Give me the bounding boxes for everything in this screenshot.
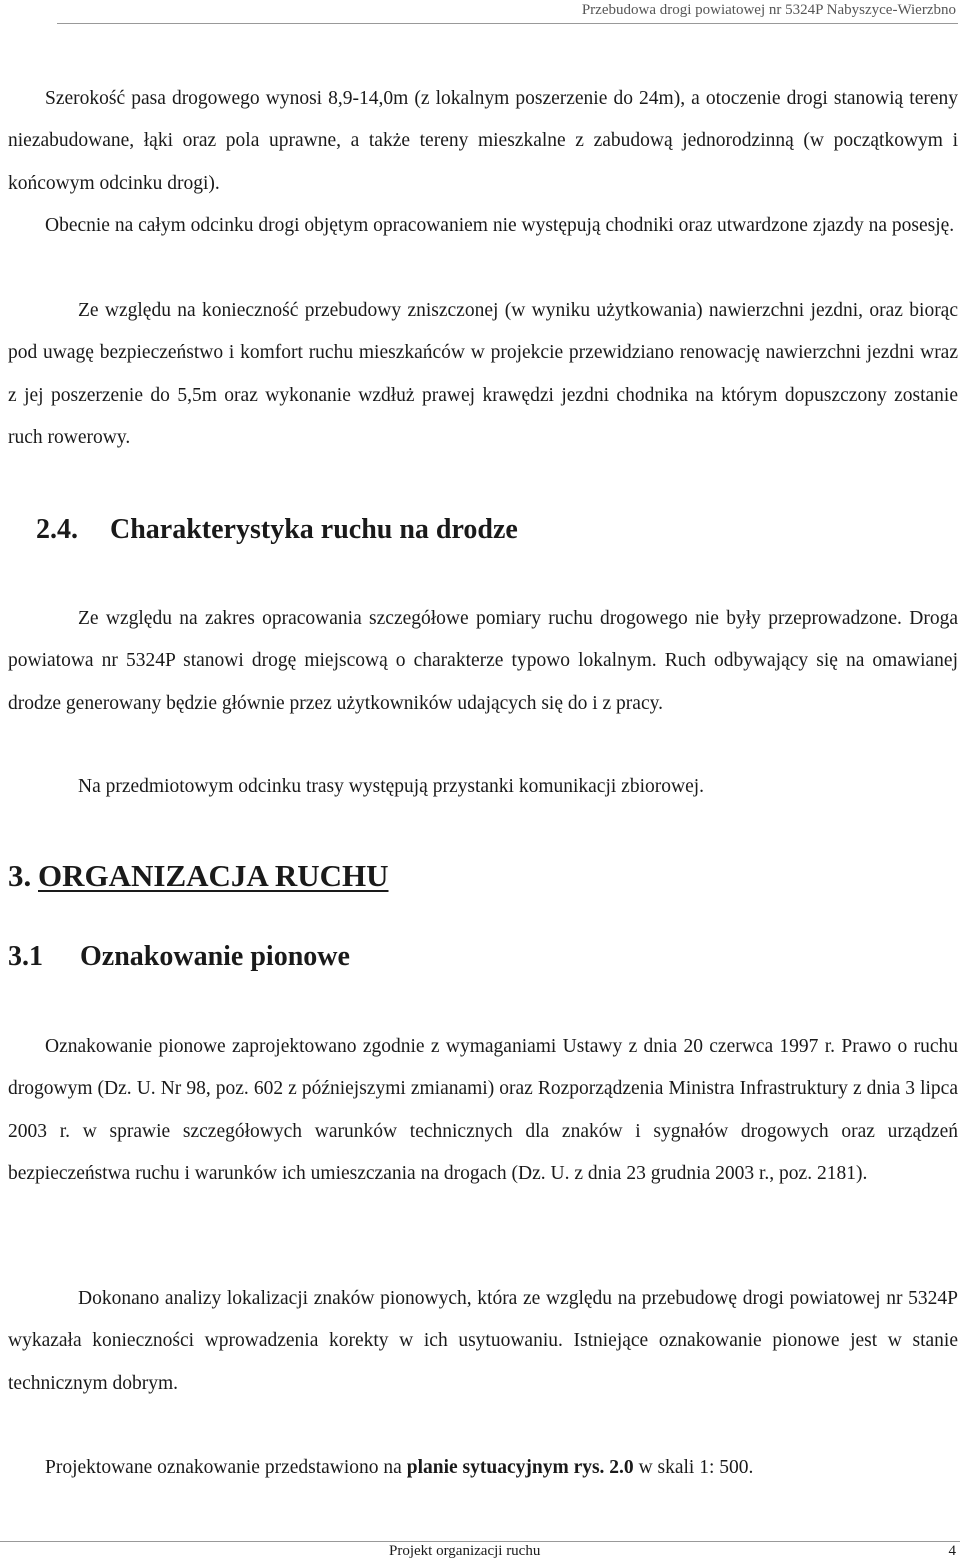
section-heading-3 xyxy=(8,860,389,891)
section-title: Oznakowanie pionowe xyxy=(80,941,350,972)
paragraph-vertical-signage-regulations: Oznakowanie pionowe zaprojektowano zgodnie z wymaganiami Ustawy z dnia 20 czerwca 1997 r. Prawo o ruchu drogowym (Dz. U. Nr 98, poz. 602 z późniejszymi zmianami) oraz Rozporządzenia Ministra Infrastruktury z dnia 3 lipca 2003 r. w sprawie szczegółowych warunków technicznych dla znaków i sygnałów drogowych oraz urządzeń bezpieczeństwa ruchu i warunków ich umieszczania na drogach (Dz. U. z dnia 23 grudnia 2003 r., poz. 2181). xyxy=(8,1036,958,1184)
section-heading-2-4 xyxy=(36,516,518,544)
plan-text-before: Projektowane oznakowanie przedstawiono na xyxy=(45,1457,407,1478)
header-title: Przebudowa drogi powiatowej nr 5324P Nabyszyce-Wierzbno xyxy=(581,2,956,18)
paragraph-reconstruction: Ze względu na konieczność przebudowy zniszczonej (w wyniku użytkowania) nawierzchni jezdni, oraz biorąc pod uwagę bezpieczeństwo i komfort ruchu mieszkańców w projekcie przewidziano renowację nawierzchni jezdni wraz z jej poszerzenie do 5,5m oraz wykonanie wzdłuż prawej krawędzi jezdni chodnika na którym dopuszczony zostanie ruch rowerowy. xyxy=(8,300,958,448)
section-number: 2.4. xyxy=(36,514,78,545)
paragraph-no-sidewalks: Obecnie na całym odcinku drogi objętym opracowaniem nie występują chodniki oraz utwardzone zjazdy na posesję. xyxy=(45,215,955,236)
section-title: ORGANIZACJA RUCHU xyxy=(38,858,389,893)
plan-text-after: w skali 1: 500. xyxy=(633,1457,754,1478)
page-number: 4 xyxy=(948,1543,956,1559)
paragraph-signage-plan xyxy=(8,1447,958,1489)
section-number: 3.1 xyxy=(8,941,43,972)
section-number: 3. xyxy=(8,858,32,893)
paragraph-signage-analysis: Dokonano analizy lokalizacji znaków pionowych, która ze względu na przebudowę drogi powiatowej nr 5324P wykazała konieczności wprowadzenia korekty w ich usytuowaniu. Istniejące oznakowanie pionowe jest w stanie technicznym dobrym. xyxy=(8,1288,958,1394)
section-heading-3-1 xyxy=(8,943,350,971)
paragraph-road-width: Szerokość pasa drogowego wynosi 8,9-14,0m (z lokalnym poszerzenie do 24m), a otoczenie drogi stanowią tereny niezabudowane, łąki oraz pola uprawne, a także tereny mieszkalne z zabudową jednorodzinną (w początkowym i końcowym odcinku drogi). xyxy=(8,88,958,194)
section-title: Charakterystyka ruchu na drodze xyxy=(110,514,518,545)
header-rule xyxy=(57,23,958,24)
paragraph-traffic-characteristics: Ze względu na zakres opracowania szczegółowe pomiary ruchu drogowego nie były przeprowadzone. Droga powiatowa nr 5324P stanowi drogę miejscową o charakterze typowo lokalnym. Ruch odbywający się na omawianej drodze generowany będzie głównie przez użytkowników udających się do i z pracy. xyxy=(8,608,958,714)
footer-rule xyxy=(0,1541,960,1542)
paragraph-bus-stops: Na przedmiotowym odcinku trasy występują przystanki komunikacji zbiorowej. xyxy=(78,776,705,797)
footer-label: Projekt organizacji ruchu xyxy=(389,1543,541,1559)
plan-reference: planie sytuacyjnym rys. 2.0 xyxy=(406,1457,634,1478)
